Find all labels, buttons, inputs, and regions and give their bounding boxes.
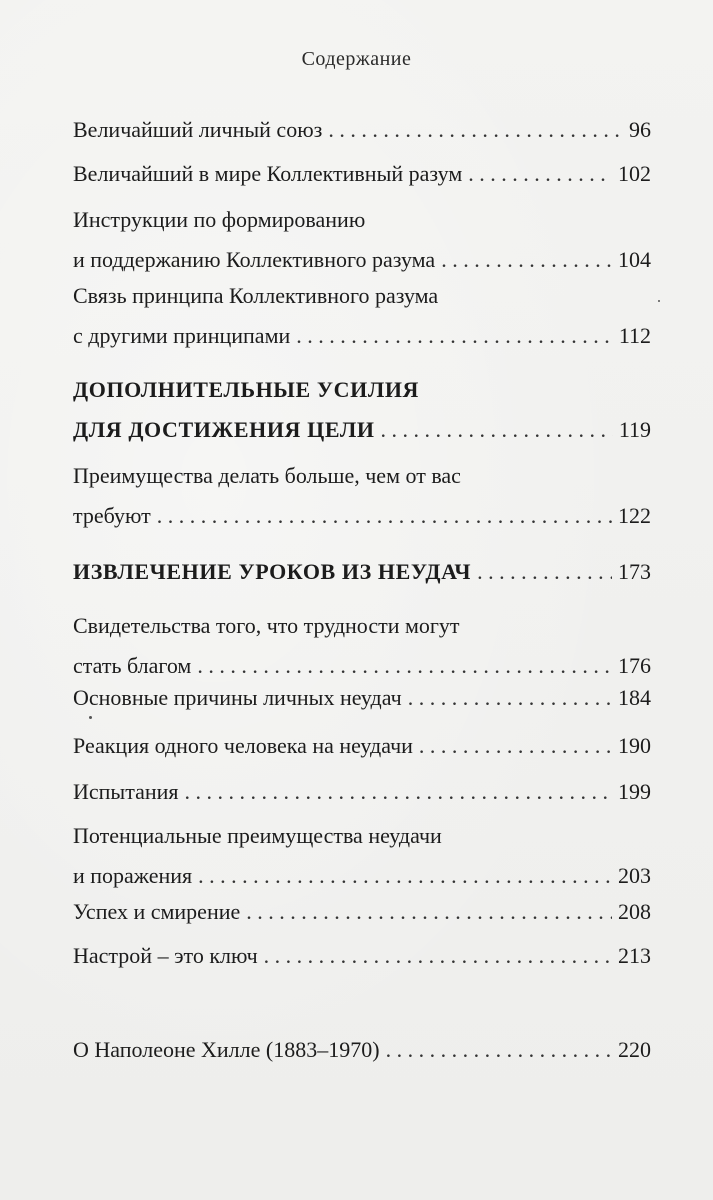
dot-leader: [296, 316, 613, 356]
dot-leader: [328, 110, 623, 150]
dot-leader: [419, 726, 612, 766]
toc-entry-title-line: и поддержанию Коллективного разума: [73, 247, 436, 272]
dot-leader: [381, 410, 613, 450]
toc-entry-title-line: Потенциальные преимущества неудачи: [73, 823, 442, 848]
dot-leader: [468, 154, 612, 194]
toc-entry: [73, 154, 651, 194]
toc-entry-title-line: Инструкции по формированию: [73, 207, 366, 232]
toc-entry: [73, 606, 651, 686]
toc-entry: [73, 726, 651, 766]
toc-entry-title: Успех и смирение: [73, 899, 241, 924]
toc-entry-page: 203: [618, 863, 651, 888]
toc-section-heading: [73, 370, 651, 450]
toc-entry: [73, 936, 651, 976]
toc-entry-page: 199: [618, 779, 651, 804]
toc-entry: [73, 276, 651, 356]
toc-section-heading: [73, 552, 651, 592]
dot-leader: [477, 552, 612, 592]
toc-entry-title-line: и поражения: [73, 863, 193, 888]
toc-entry-title-line: с другими принципами: [73, 323, 291, 348]
toc-entry: [73, 892, 651, 932]
dot-leader: [441, 240, 612, 280]
print-speck: [89, 716, 92, 719]
toc-entry-title: О Наполеоне Хилле (1883–1970): [73, 1037, 380, 1062]
toc-entry-page: 220: [618, 1037, 651, 1062]
toc-entry-title: Испытания: [73, 779, 179, 804]
toc-entry: [73, 456, 651, 536]
toc-entry-title: Величайший личный союз: [73, 117, 323, 142]
toc-entry: [73, 1030, 651, 1070]
toc-entry-page: 96: [629, 117, 651, 142]
toc-entry-title-line: Преимущества делать больше, чем от вас: [73, 463, 461, 488]
toc-entry: [73, 816, 651, 896]
section-title-line: ДОПОЛНИТЕЛЬНЫЕ УСИЛИЯ: [73, 377, 420, 402]
running-head: Содержание: [301, 48, 412, 70]
toc-entry-page: 173: [618, 559, 651, 584]
toc-entry: [73, 772, 651, 812]
toc-entry: [73, 200, 651, 280]
toc-entry-page: 122: [618, 503, 651, 528]
section-title-line: ДЛЯ ДОСТИЖЕНИЯ ЦЕЛИ: [73, 417, 375, 442]
toc-entry-title-line: стать благом: [73, 653, 192, 678]
toc-entry-page: 119: [618, 417, 651, 442]
toc-entry-page: 208: [618, 899, 651, 924]
toc-entry-title: Реакция одного человека на неудачи: [73, 733, 413, 758]
toc-entry-page: 104: [618, 247, 651, 272]
dot-leader: [157, 496, 612, 536]
toc-entry-page: 190: [618, 733, 651, 758]
toc-entry: [73, 110, 651, 150]
toc-entry-page: 176: [618, 653, 651, 678]
toc-entry-title: Настрой – это ключ: [73, 943, 258, 968]
toc-entry-title-line: Свидетельства того, что трудности могут: [73, 613, 460, 638]
section-title-line: ИЗВЛЕЧЕНИЕ УРОКОВ ИЗ НЕУДАЧ: [73, 559, 472, 584]
dot-leader: [185, 772, 612, 812]
dot-leader: [264, 936, 612, 976]
toc-entry-title: Величайший в мире Коллективный разум: [73, 161, 463, 186]
toc-entry-page: 213: [618, 943, 651, 968]
dot-leader: [198, 856, 612, 896]
toc-entry-title-line: требуют: [73, 503, 151, 528]
dot-leader: [386, 1030, 612, 1070]
dot-leader: [246, 892, 612, 932]
toc-entry: [73, 678, 651, 718]
toc-entry-page: 112: [618, 323, 651, 348]
dot-leader: [408, 678, 612, 718]
print-speck: [658, 300, 660, 302]
toc-entry-page: 102: [618, 161, 651, 186]
toc-entry-page: 184: [618, 685, 651, 710]
toc-entry-title-line: Связь принципа Коллективного разума: [73, 283, 439, 308]
toc-entry-title: Основные причины личных неудач: [73, 685, 402, 710]
